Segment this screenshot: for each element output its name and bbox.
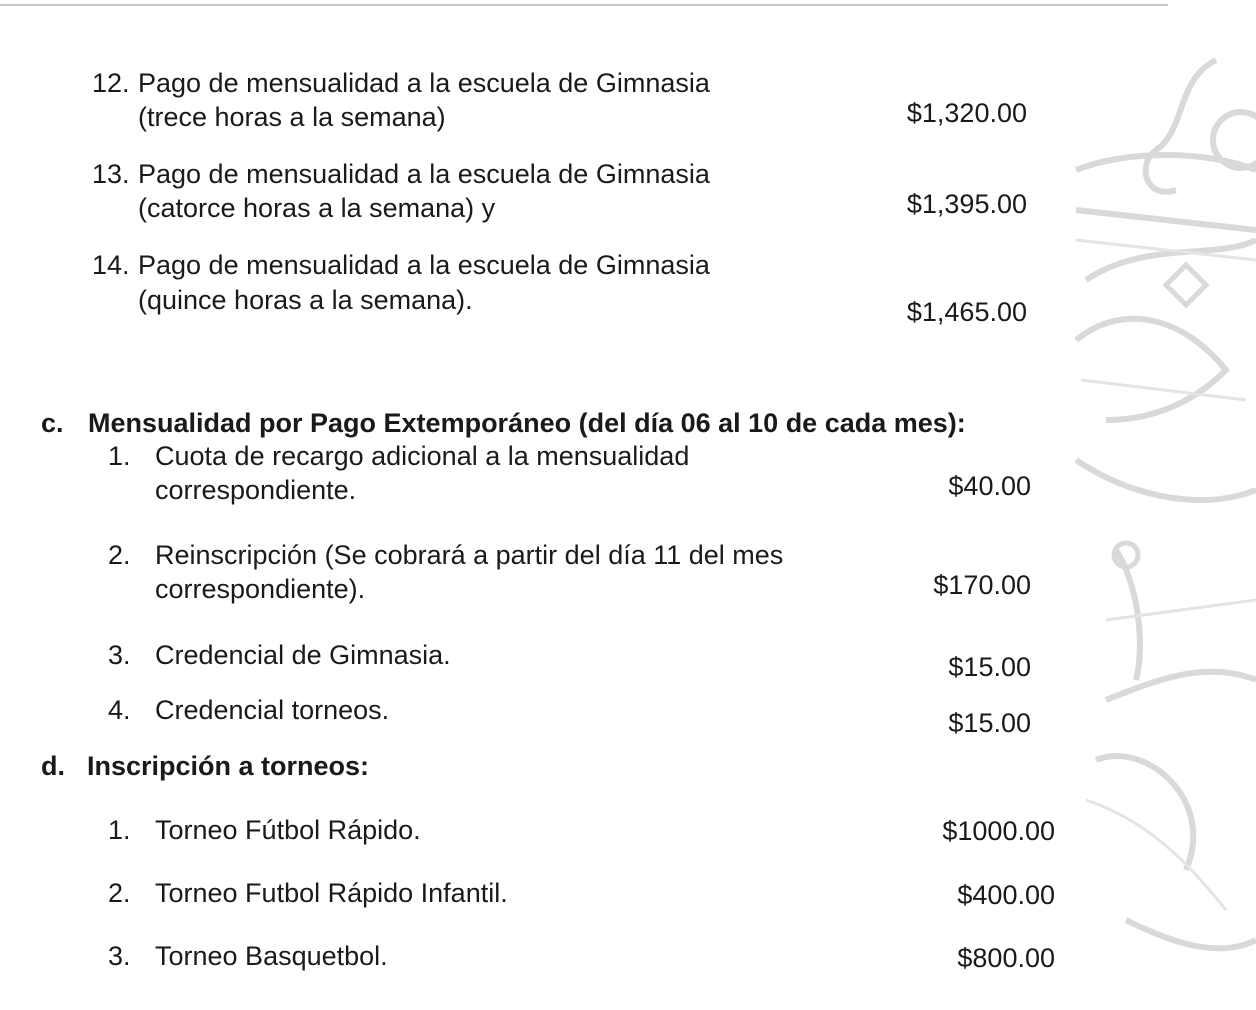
price-value: $15.00 (948, 708, 1031, 738)
price-value: $400.00 (957, 880, 1055, 910)
list-item-number: 13. (92, 159, 130, 189)
price-value: $1,395.00 (906, 189, 1027, 219)
price-value: $170.00 (933, 570, 1031, 600)
list-item-text: Credencial de Gimnasia. (155, 640, 451, 670)
price-value: $1000.00 (942, 816, 1055, 846)
list-item-text: (quince horas a la semana). (138, 285, 473, 315)
list-item-text: Reinscripción (Se cobrará a partir del día 11 del mes (155, 540, 784, 570)
list-item-text: Cuota de recargo adicional a la mensualidad (155, 441, 690, 471)
list-item-text: Pago de mensualidad a la escuela de Gimnasia (138, 250, 710, 280)
section-letter: d. (41, 751, 65, 781)
list-item-text: (trece horas a la semana) (138, 102, 446, 132)
section-letter: c. (41, 408, 64, 438)
list-item-text: Torneo Fútbol Rápido. (155, 815, 421, 845)
list-item-number: 2. (108, 540, 131, 570)
list-item-text: Torneo Basquetbol. (155, 941, 388, 971)
section-heading: Mensualidad por Pago Extemporáneo (del día 06 al 10 de cada mes): (88, 408, 966, 438)
price-value: $1,465.00 (906, 297, 1027, 327)
list-item-number: 4. (108, 695, 131, 725)
list-item-text: Torneo Futbol Rápido Infantil. (155, 878, 508, 908)
price-value: $40.00 (948, 471, 1031, 501)
price-value: $15.00 (948, 652, 1031, 682)
top-divider (0, 4, 1168, 6)
price-value: $1,320.00 (906, 98, 1027, 128)
list-item-number: 14. (92, 250, 130, 280)
list-item-number: 12. (92, 68, 130, 98)
list-item-number: 3. (108, 640, 131, 670)
list-item-text: Pago de mensualidad a la escuela de Gimnasia (138, 159, 710, 189)
list-item-text: Pago de mensualidad a la escuela de Gimnasia (138, 68, 710, 98)
list-item-number: 1. (108, 441, 131, 471)
price-value: $800.00 (957, 943, 1055, 973)
list-item-text: correspondiente. (155, 475, 357, 505)
section-heading: Inscripción a torneos: (87, 751, 370, 781)
list-item-number: 3. (108, 941, 131, 971)
list-item-text: Credencial torneos. (155, 695, 390, 725)
crest-watermark-icon (1066, 40, 1256, 1010)
list-item-number: 1. (108, 815, 131, 845)
list-item-text: correspondiente). (155, 574, 366, 604)
list-item-number: 2. (108, 878, 131, 908)
list-item-text: (catorce horas a la semana) y (138, 193, 496, 223)
